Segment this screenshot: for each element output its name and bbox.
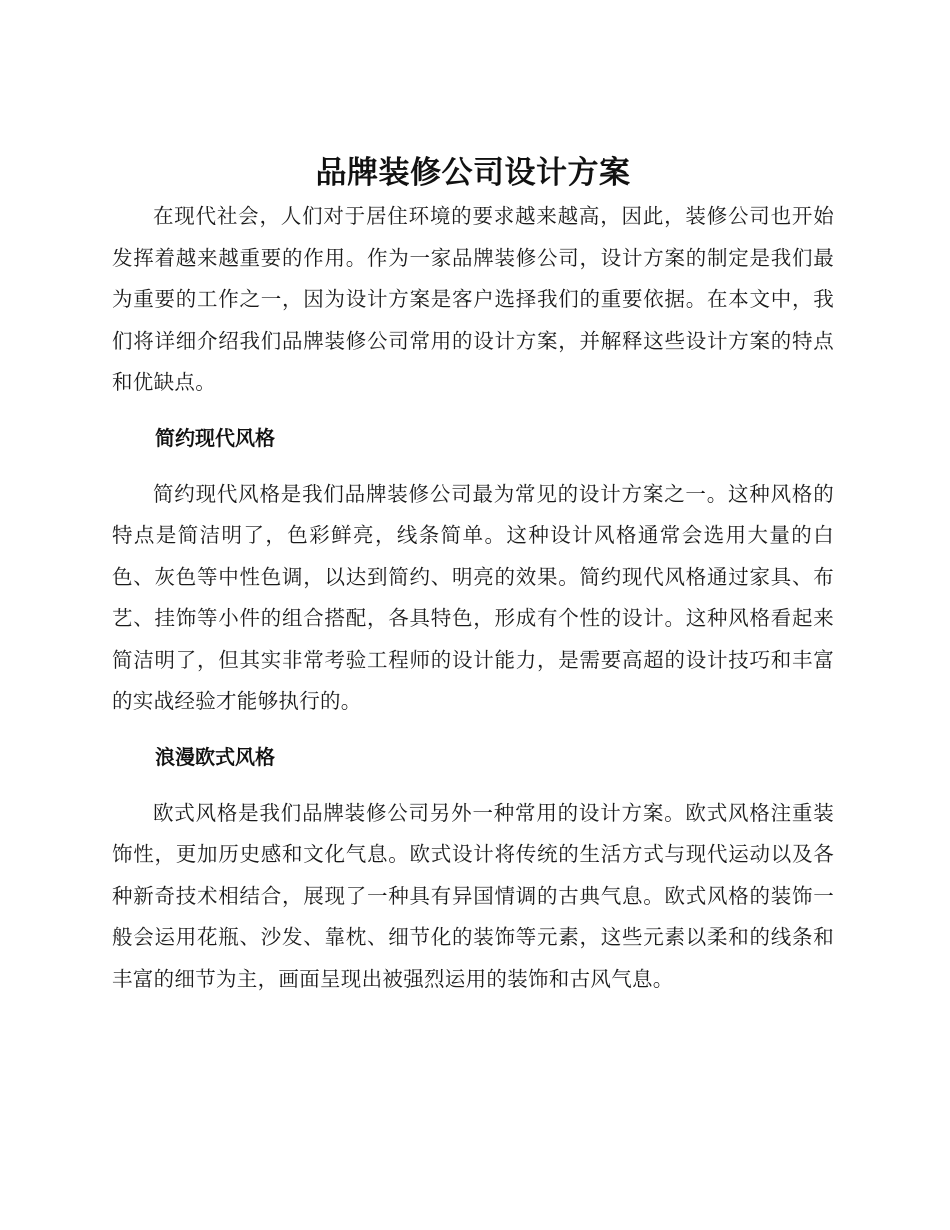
document-content xyxy=(112,150,834,1000)
spacer xyxy=(112,404,834,418)
spacer xyxy=(112,778,834,793)
section-body-european: 欧式风格是我们品牌装修公司另外一种常用的设计方案。欧式风格注重装饰性，更加历史感和文化气息。欧式设计将传统的生活方式与现代运动以及各种新奇技术相结合，展现了一种具有异国情调的古典气息。欧式风格的装饰一般会运用花瓶、沙发、靠枕、细节化的装饰等元素，这些元素以柔和的线条和丰富的细节为主，画面呈现出被强烈运用的装饰和古风气息。 xyxy=(112,800,834,991)
spacer xyxy=(112,459,834,474)
section-heading-european: 浪漫欧式风格 xyxy=(155,744,275,769)
intro-paragraph: 在现代社会，人们对于居住环境的要求越来越高，因此，装修公司也开始发挥着越来越重要的作用。作为一家品牌装修公司，设计方案的制定是我们最为重要的工作之一，因为设计方案是客户选择我们的重要依据。在本文中，我们将详细介绍我们品牌装修公司常用的设计方案，并解释这些设计方案的特点和优缺点。 xyxy=(112,204,834,394)
section-heading-modern: 简约现代风格 xyxy=(155,425,275,450)
document-title: 品牌装修公司设计方案 xyxy=(315,155,631,191)
spacer xyxy=(112,723,834,737)
section-body-modern: 简约现代风格是我们品牌装修公司最为常见的设计方案之一。这种风格的特点是简洁明了，色彩鲜亮，线条简单。这种设计风格通常会选用大量的白色、灰色等中性色调，以达到简约、明亮的效果。简约现代风格通过家具、布艺、挂饰等小件的组合搭配，各具特色，形成有个性的设计。这种风格看起来简洁明了，但其实非常考验工程师的设计能力，是需要高超的设计技巧和丰富的实战经验才能够执行的。 xyxy=(112,481,834,713)
